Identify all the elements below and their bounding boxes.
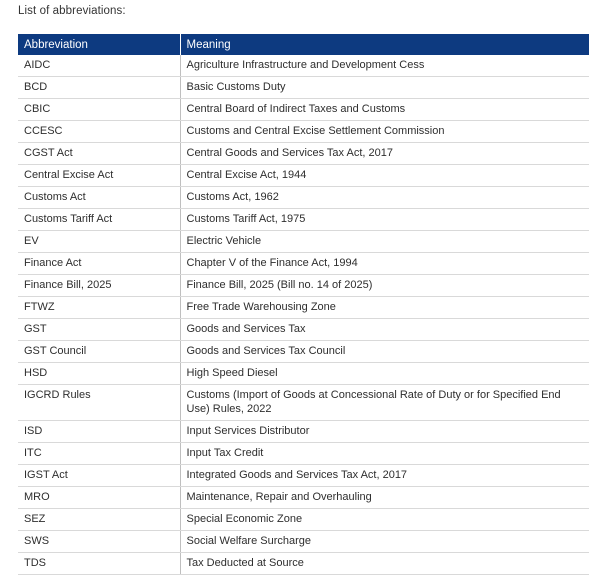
column-header-abbreviation: Abbreviation [18, 34, 180, 55]
meaning-cell: Free Trade Warehousing Zone [180, 297, 589, 319]
meaning-cell: Tax Deducted at Source [180, 553, 589, 575]
table-row [18, 165, 589, 187]
meaning-cell: Finance Bill, 2025 (Bill no. 14 of 2025) [180, 275, 589, 297]
meaning-cell: Basic Customs Duty [180, 77, 589, 99]
abbreviation-cell: IGST Act [18, 465, 180, 487]
abbreviations-table [18, 34, 589, 575]
abbreviation-cell: CGST Act [18, 143, 180, 165]
table-row [18, 99, 589, 121]
abbreviation-cell: Customs Tariff Act [18, 209, 180, 231]
table-row [18, 487, 589, 509]
table-row [18, 385, 589, 421]
table-header-row [18, 34, 589, 55]
meaning-cell: Special Economic Zone [180, 509, 589, 531]
page-heading: List of abbreviations: [18, 5, 126, 17]
meaning-cell: Maintenance, Repair and Overhauling [180, 487, 589, 509]
meaning-cell: Central Board of Indirect Taxes and Customs [180, 99, 589, 121]
abbreviation-cell: ISD [18, 421, 180, 443]
abbreviation-cell: AIDC [18, 55, 180, 77]
abbreviation-cell: EV [18, 231, 180, 253]
table-row [18, 253, 589, 275]
table-row [18, 275, 589, 297]
abbreviation-cell: CCESC [18, 121, 180, 143]
abbreviation-cell: CBIC [18, 99, 180, 121]
meaning-cell: Chapter V of the Finance Act, 1994 [180, 253, 589, 275]
column-header-meaning: Meaning [180, 34, 589, 55]
abbreviation-cell: Central Excise Act [18, 165, 180, 187]
meaning-cell: Central Goods and Services Tax Act, 2017 [180, 143, 589, 165]
table-row [18, 121, 589, 143]
abbreviation-cell: GST [18, 319, 180, 341]
abbreviation-cell: Customs Act [18, 187, 180, 209]
table-row [18, 55, 589, 77]
table-row [18, 363, 589, 385]
meaning-cell: Customs Act, 1962 [180, 187, 589, 209]
abbreviation-cell: HSD [18, 363, 180, 385]
abbreviation-cell: Finance Act [18, 253, 180, 275]
abbreviation-cell: GST Council [18, 341, 180, 363]
abbreviation-cell: FTWZ [18, 297, 180, 319]
meaning-cell: Social Welfare Surcharge [180, 531, 589, 553]
meaning-cell: Customs (Import of Goods at Concessional Rate of Duty or for Specified End Use) Rules, 2022 [180, 385, 589, 421]
meaning-cell: Customs and Central Excise Settlement Commission [180, 121, 589, 143]
table-row [18, 443, 589, 465]
table-row [18, 319, 589, 341]
meaning-cell: Input Tax Credit [180, 443, 589, 465]
meaning-cell: Integrated Goods and Services Tax Act, 2017 [180, 465, 589, 487]
table-row [18, 531, 589, 553]
meaning-cell: Customs Tariff Act, 1975 [180, 209, 589, 231]
abbreviation-cell: SEZ [18, 509, 180, 531]
abbreviation-cell: TDS [18, 553, 180, 575]
abbreviation-cell: BCD [18, 77, 180, 99]
abbreviation-cell: MRO [18, 487, 180, 509]
table-row [18, 421, 589, 443]
table-row [18, 465, 589, 487]
table-row [18, 509, 589, 531]
meaning-cell: Input Services Distributor [180, 421, 589, 443]
abbreviation-cell: ITC [18, 443, 180, 465]
table-row [18, 143, 589, 165]
table-row [18, 231, 589, 253]
abbreviation-cell: IGCRD Rules [18, 385, 180, 421]
table-row [18, 77, 589, 99]
meaning-cell: Central Excise Act, 1944 [180, 165, 589, 187]
table-row [18, 341, 589, 363]
meaning-cell: Agriculture Infrastructure and Development Cess [180, 55, 589, 77]
meaning-cell: Goods and Services Tax [180, 319, 589, 341]
abbreviation-cell: Finance Bill, 2025 [18, 275, 180, 297]
meaning-cell: High Speed Diesel [180, 363, 589, 385]
table-row [18, 553, 589, 575]
abbreviation-cell: SWS [18, 531, 180, 553]
table-row [18, 187, 589, 209]
table-row [18, 297, 589, 319]
meaning-cell: Goods and Services Tax Council [180, 341, 589, 363]
table-row [18, 209, 589, 231]
meaning-cell: Electric Vehicle [180, 231, 589, 253]
